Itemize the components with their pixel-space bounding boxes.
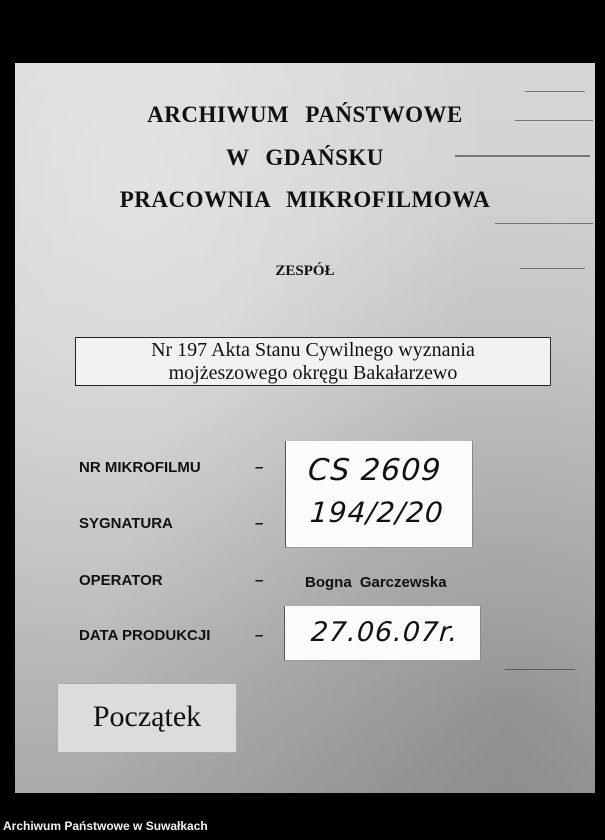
start-marker: Początek (57, 683, 237, 753)
production-date-label: DATA PRODUKCJI (79, 627, 211, 644)
microfilm-signature-box (285, 441, 473, 548)
archive-caption: Archiwum Państwowe w Suwałkach (3, 819, 208, 833)
microfilm-number-separator: – (255, 459, 264, 476)
archive-department: PRACOWNIA MIKROFILMOWA (119, 187, 491, 212)
operator-separator: – (255, 572, 264, 589)
microfilm-target-sheet (15, 63, 595, 793)
archive-city: W GDAŃSKU (226, 145, 384, 170)
archive-name: ARCHIWUM PAŃSTWOWE (147, 102, 463, 127)
operator-label: OPERATOR (79, 572, 163, 589)
signature-label: SYGNATURA (79, 515, 173, 532)
production-date-separator: – (255, 627, 264, 644)
microfilm-number-value: CS 2609 (306, 453, 443, 488)
fond-title-box (75, 337, 551, 386)
microfilm-number-label: NR MIKROFILMU (79, 459, 201, 476)
film-scratch (495, 223, 593, 224)
signature-value: 194/2/20 (308, 496, 445, 529)
fond-title-line2: mojżeszowego okręgu Bakałarzewo (168, 362, 458, 384)
operator-value: Bogna Garczewska (305, 574, 447, 591)
film-scratch (505, 669, 575, 670)
fond-title-line1: Nr 197 Akta Stanu Cywilnego wyznania (151, 339, 475, 361)
production-date-box (284, 606, 481, 661)
film-scratch (525, 91, 585, 92)
fond-label: ZESPÓŁ (275, 263, 335, 279)
signature-separator: – (255, 515, 264, 532)
production-date-value: 27.06.07r. (309, 617, 460, 648)
